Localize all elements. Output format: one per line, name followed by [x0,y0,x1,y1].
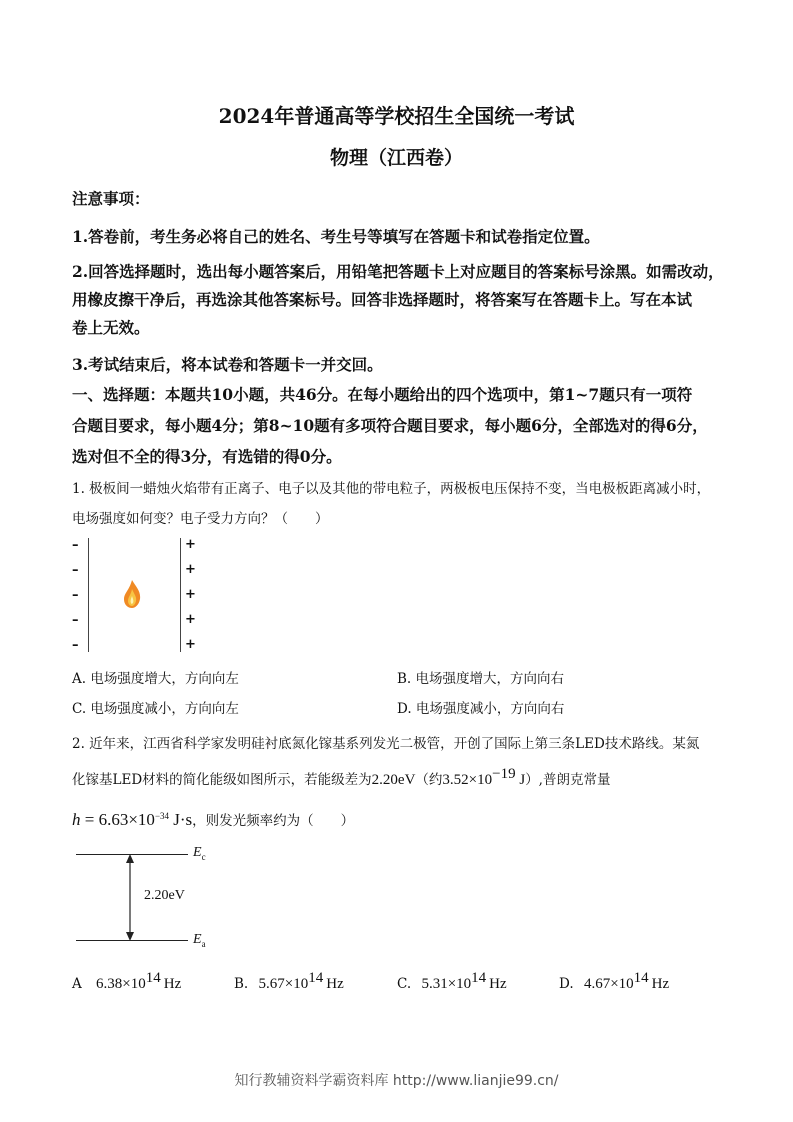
notice-item-2-line-3: 卷上无效。 [72,318,150,337]
section-1-line-2: 合题目要求，每小题4分；第8~10题有多项符合题目要求，每小题6分，全部选对的得6分， [72,416,708,435]
section-1-line-1: 一、选择题：本题共10小题，共46分。在每小题给出的四个选项中，第1~7题只有一项符 [72,385,693,404]
q2-option-b: B. $5.67\times 10^{14}$ Hz [234,970,344,992]
plus-sign: + [185,537,196,552]
minus-sign: – [72,563,79,578]
q1-stem-line-2: 电场强度如何变？电子受力方向？（ ） [72,511,329,527]
plus-sign: + [185,637,196,652]
double-arrow-icon [124,854,136,942]
notice-item-1: 1.答卷前，考生务必将自己的姓名、考生号等填写在答题卡和试卷指定位置。 [72,227,600,246]
q2-option-d: D. $4.67\times 10^{14}$ Hz [559,970,670,992]
energy-gap-label: 2.20eV [144,888,185,903]
footer-watermark: 知行教辅资料学霸资料库 http://www.lianjie99.cn/ [234,1073,559,1089]
q1-stem-line-1: 1. 极板间一蜡烛火焰带有正离子、电子以及其他的带电粒子，两极板电压保持不变，当电极板距离减小时， [72,481,711,497]
left-plate [88,538,89,652]
q1-option-c: C. 电场强度减小，方向向左 [72,701,239,717]
lower-level-label: $E_a$ [193,932,206,949]
q1-option-b: B. 电场强度增大，方向向右 [397,671,565,687]
q1-option-a: A. 电场强度增大，方向向左 [72,671,239,687]
upper-level-label: $E_c$ [193,845,206,862]
q1-option-d: D. 电场强度减小，方向向右 [397,701,565,717]
exam-title: 2024年普通高等学校招生全国统一考试 [218,104,575,128]
exam-subtitle: 物理（江西卷） [329,147,463,169]
notice-item-2-line-2: 用橡皮擦干净后，再选涂其他答案标号。回答非选择题时，将答案写在答题卡上。写在本试 [72,290,693,309]
energy-level-diagram [72,842,222,957]
notice-item-3: 3.考试结束后，将本试卷和答题卡一并交回。 [72,355,383,374]
minus-sign: – [72,538,79,553]
q2-option-a: A $6.38\times 10^{14}$ Hz [72,970,182,992]
right-plate [180,538,181,652]
plus-sign: + [185,587,196,602]
notice-heading: 注意事项： [72,189,150,208]
q2-stem-line-1: 2. 近年来，江西省科学家发明硅衬底氮化镓基系列发光二极管，开创了国际上第三条LED技术路线。某氮 [72,736,700,752]
minus-sign: – [72,588,79,603]
candle-flame-icon [122,579,142,609]
minus-sign: – [72,638,79,653]
q2-stem-line-2: 化镓基LED材料的简化能级如图所示，若能级差为2.20eV（约$3.52\times 10^{-19}$ J）,普朗克常量 [72,766,611,788]
q2-option-c: C. $5.31\times 10^{14}$ Hz [397,970,507,992]
minus-sign: – [72,613,79,628]
q2-stem-line-3: $h = 6.63\times 10^{-34}$ J·s，则发光频率约为（ ） [72,810,355,829]
plus-sign: + [185,562,196,577]
notice-item-2-line-1: 2.回答选择题时，选出每小题答案后，用铅笔把答题卡上对应题目的答案标号涂黑。如需改动， [72,262,724,281]
plus-sign: + [185,612,196,627]
section-1-line-3: 选对但不全的得3分，有选错的得0分。 [72,447,342,466]
